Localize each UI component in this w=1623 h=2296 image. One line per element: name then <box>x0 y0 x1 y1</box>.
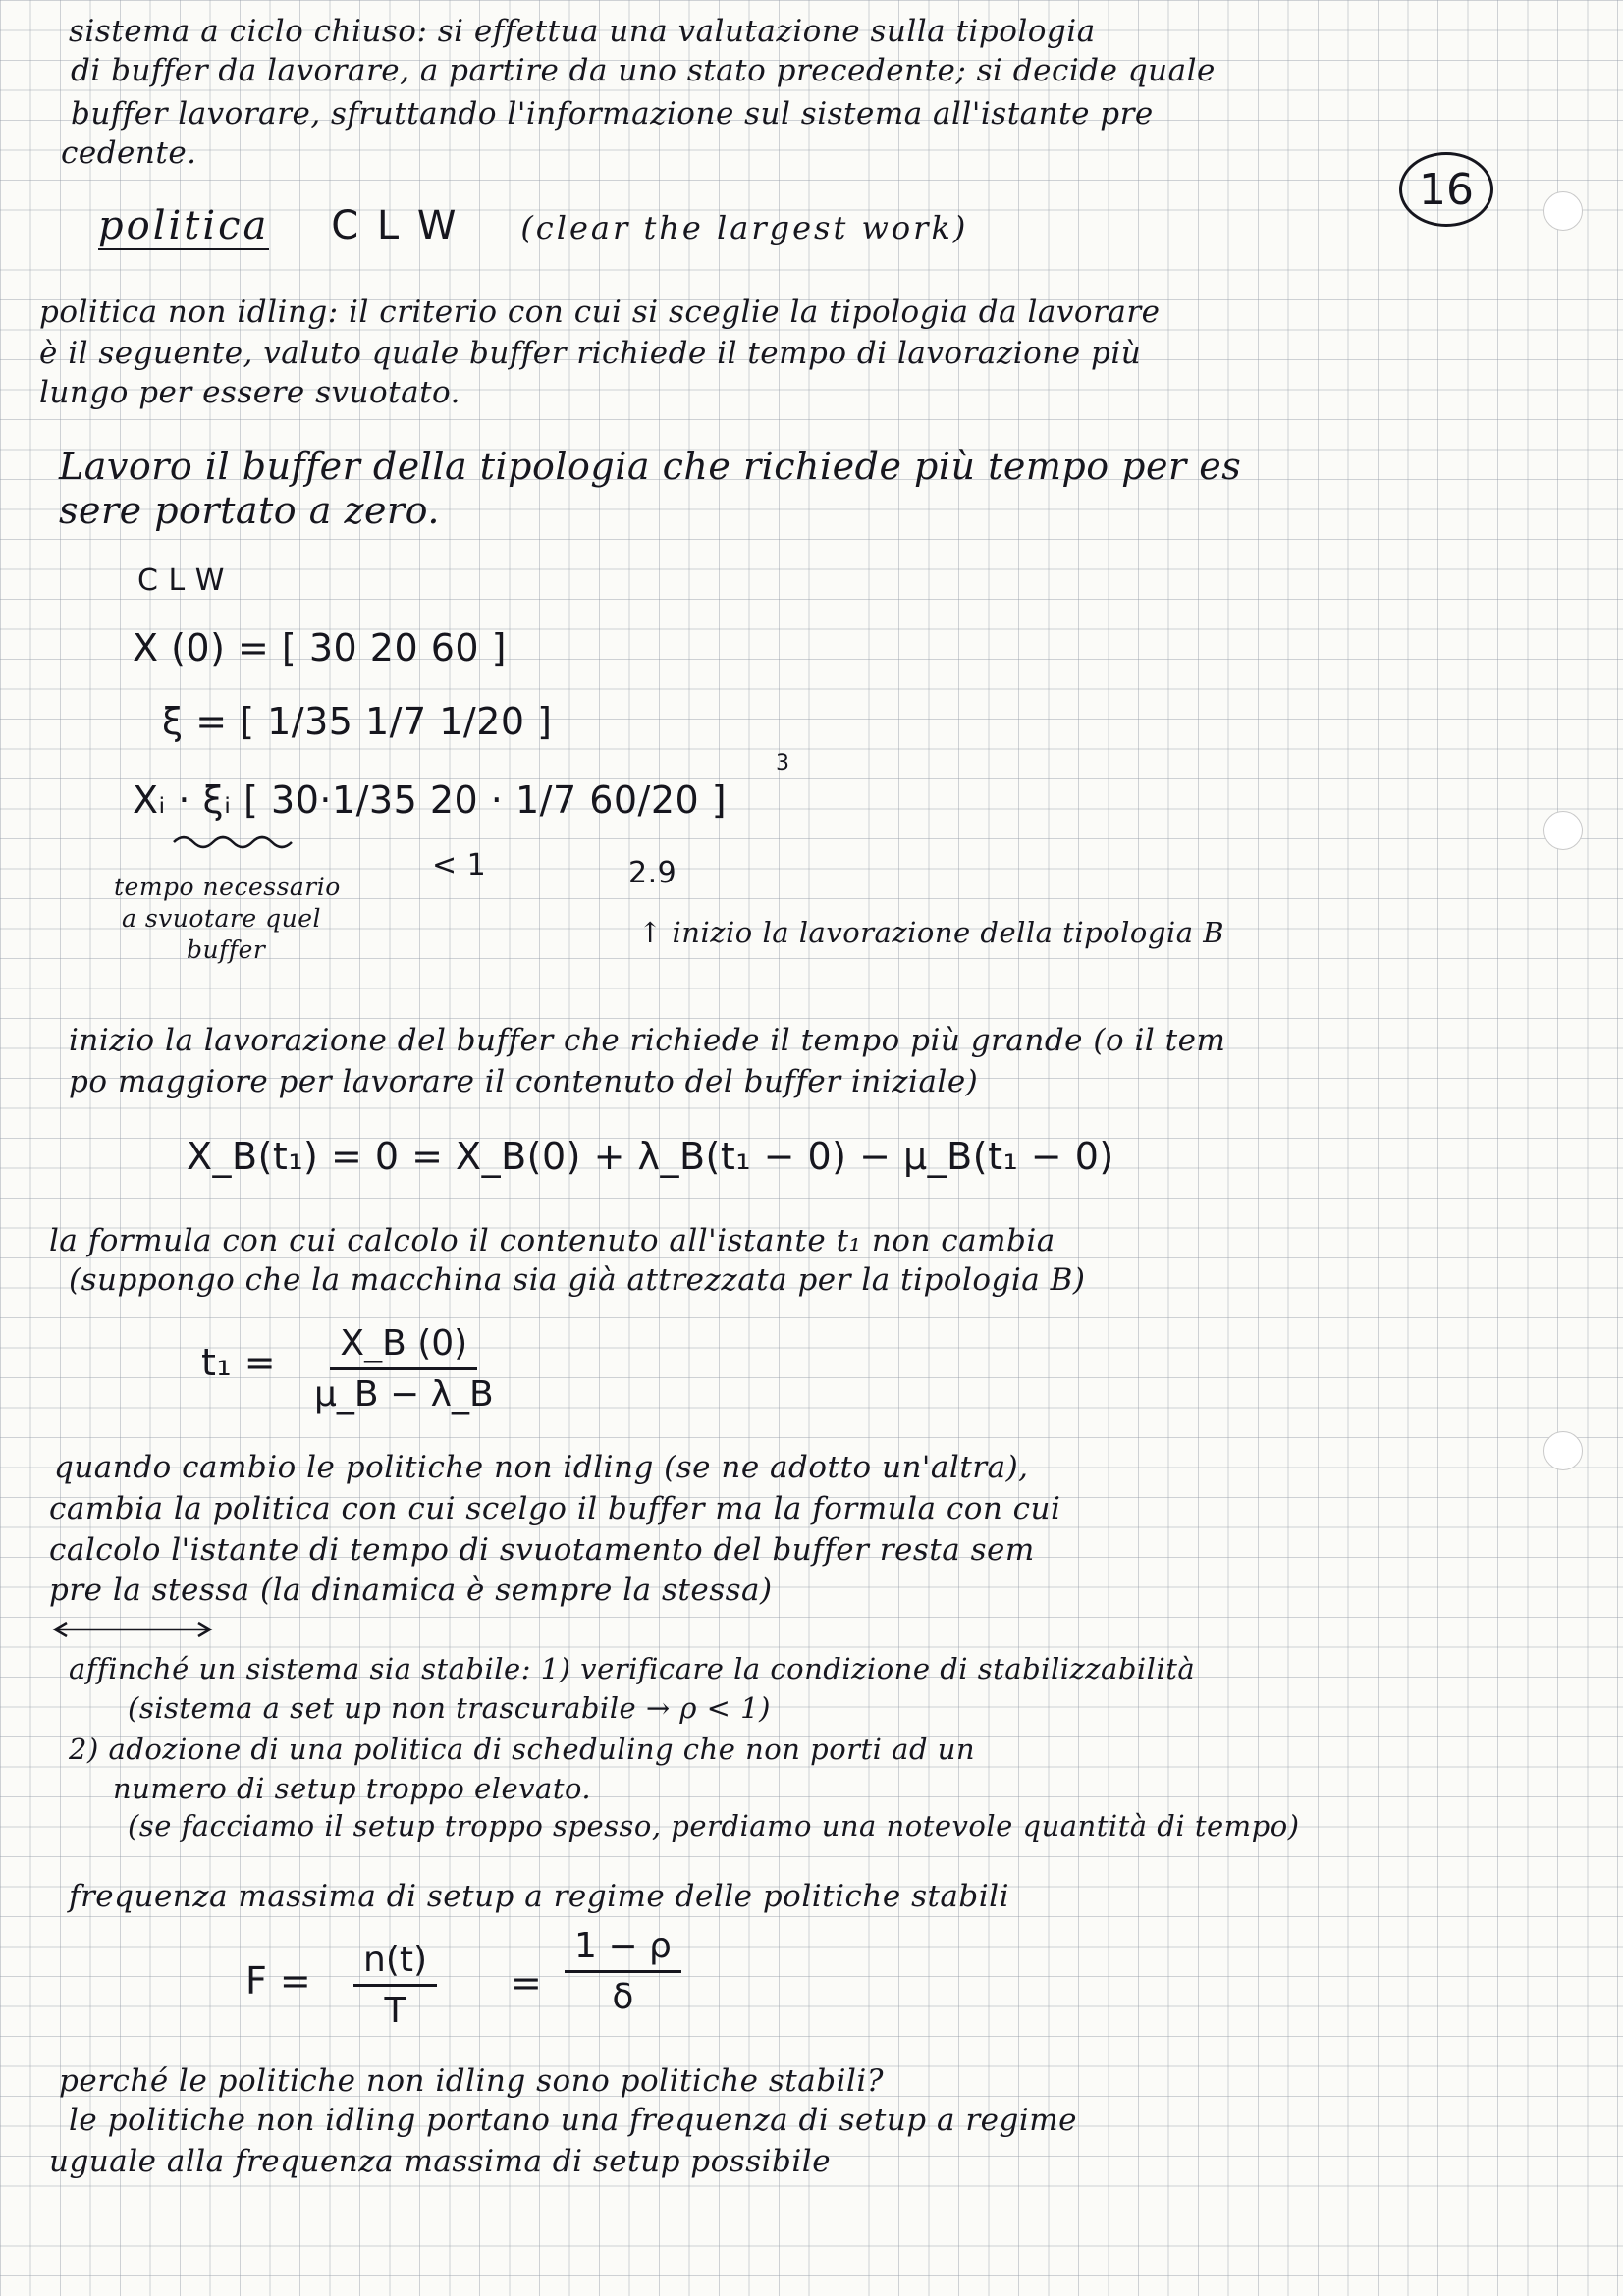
t1-fraction <box>314 1323 494 1415</box>
policy-change-1: quando cambio le politiche non idling (se ne adotto un'altra), <box>54 1450 1029 1485</box>
closing-1: perché le politiche non idling sono politiche stabili? <box>59 2063 884 2099</box>
closing-3: uguale alla frequenza massima di setup possibile <box>49 2144 832 2179</box>
frequency-line-1: frequenza massima di setup a regime delle politiche stabili <box>69 1879 1010 1914</box>
intro-line-3: buffer lavorare, sfruttando l'informazione sul sistema all'istante pre <box>71 96 1154 132</box>
start-line-2: po maggiore per lavorare il contenuto del buffer iniziale) <box>69 1064 979 1099</box>
example-label: C L W <box>137 563 225 598</box>
stability-2: (sistema a set up non trascurabile → ρ < 1) <box>128 1691 771 1725</box>
frequency-frac2-num: 1 − ρ <box>565 1926 681 1973</box>
stability-4: numero di setup troppo elevato. <box>113 1772 592 1805</box>
squiggle-underline <box>172 832 299 852</box>
intro-line-1: sistema a ciclo chiuso: si effettua una valutazione sulla tipologia <box>69 14 1096 49</box>
heading-label: politica <box>98 203 270 248</box>
heading-name: C L W <box>331 203 460 248</box>
example-product-extra: 3 <box>776 751 790 775</box>
rule-line-1: Lavoro il buffer della tipologia che richiede più tempo per es <box>59 445 1242 488</box>
heading-expansion: (clear the largest work) <box>520 209 969 246</box>
t1-lhs: t₁ = <box>201 1341 277 1384</box>
example-less-than-one: < 1 <box>432 848 487 882</box>
start-line-1: inizio la lavorazione del buffer che richiede il tempo più grande (o il tem <box>69 1023 1226 1058</box>
stability-5: (se facciamo il setup troppo spesso, perdiamo una notevole quantità di tempo) <box>128 1809 1300 1842</box>
frequency-frac2-den: δ <box>612 1977 634 2017</box>
definition-line-2: è il seguente, valuto quale buffer richiede il tempo di lavorazione più <box>39 336 1142 371</box>
frequency-frac1-num: n(t) <box>353 1940 437 1987</box>
formula-text-2: (suppongo che la macchina sia già attrezzata per la tipologia B) <box>69 1262 1086 1298</box>
example-annotation-3: buffer <box>187 935 266 964</box>
frequency-fraction-1 <box>353 1940 437 2031</box>
policy-change-2: cambia la politica con cui scelgo il buffer ma la formula con cui <box>49 1491 1061 1526</box>
page-number: 16 <box>1399 152 1493 227</box>
intro-line-2: di buffer da lavorare, a partire da uno stato precedente; si decide quale <box>71 53 1216 88</box>
double-arrow <box>49 1620 216 1639</box>
definition-line-3: lungo per essere svuotato. <box>39 375 461 410</box>
frequency-lhs: F = <box>245 1959 312 2002</box>
closing-2: le politiche non idling portano una frequenza di setup a regime <box>69 2103 1077 2138</box>
intro-line-4: cedente. <box>61 135 197 171</box>
example-annotation-1: tempo necessario <box>114 873 341 901</box>
frequency-fraction-2 <box>565 1926 681 2017</box>
example-arrow-note: ↑ inizio la lavorazione della tipologia B <box>638 916 1225 949</box>
rule-line-2: sere portato a zero. <box>59 489 440 532</box>
stability-3: 2) adozione di una politica di scheduling che non porti ad un <box>69 1733 976 1766</box>
example-xi: ξ = [ 1/35 1/7 1/20 ] <box>162 700 553 743</box>
frequency-equals: = <box>511 1961 543 2004</box>
example-annotation-2: a svuotare quel <box>122 904 321 933</box>
formula-text-1: la formula con cui calcolo il contenuto all'istante t₁ non cambia <box>49 1223 1055 1258</box>
example-product: Xᵢ · ξᵢ [ 30·1/35 20 · 1/7 60/20 ] <box>133 778 728 822</box>
frequency-frac1-den: T <box>384 1991 406 2031</box>
equation-xb: X_B(t₁) = 0 = X_B(0) + λ_B(t₁ − 0) − μ_B(t₁ − 0) <box>187 1135 1114 1178</box>
t1-denominator: μ_B − λ_B <box>314 1374 494 1415</box>
definition-line-1: politica non idling: il criterio con cui si sceglie la tipologia da lavorare <box>39 294 1161 330</box>
section-heading <box>98 203 1564 248</box>
t1-numerator: X_B (0) <box>330 1323 477 1370</box>
policy-change-3: calcolo l'istante di tempo di svuotamento del buffer resta sem <box>49 1532 1035 1568</box>
policy-change-4: pre la stessa (la dinamica è sempre la stessa) <box>49 1573 773 1608</box>
example-middle-value: 2.9 <box>628 856 677 890</box>
stability-1: affinché un sistema sia stabile: 1) verificare la condizione di stabilizzabilità <box>69 1652 1196 1685</box>
example-x0: X (0) = [ 30 20 60 ] <box>133 626 507 669</box>
